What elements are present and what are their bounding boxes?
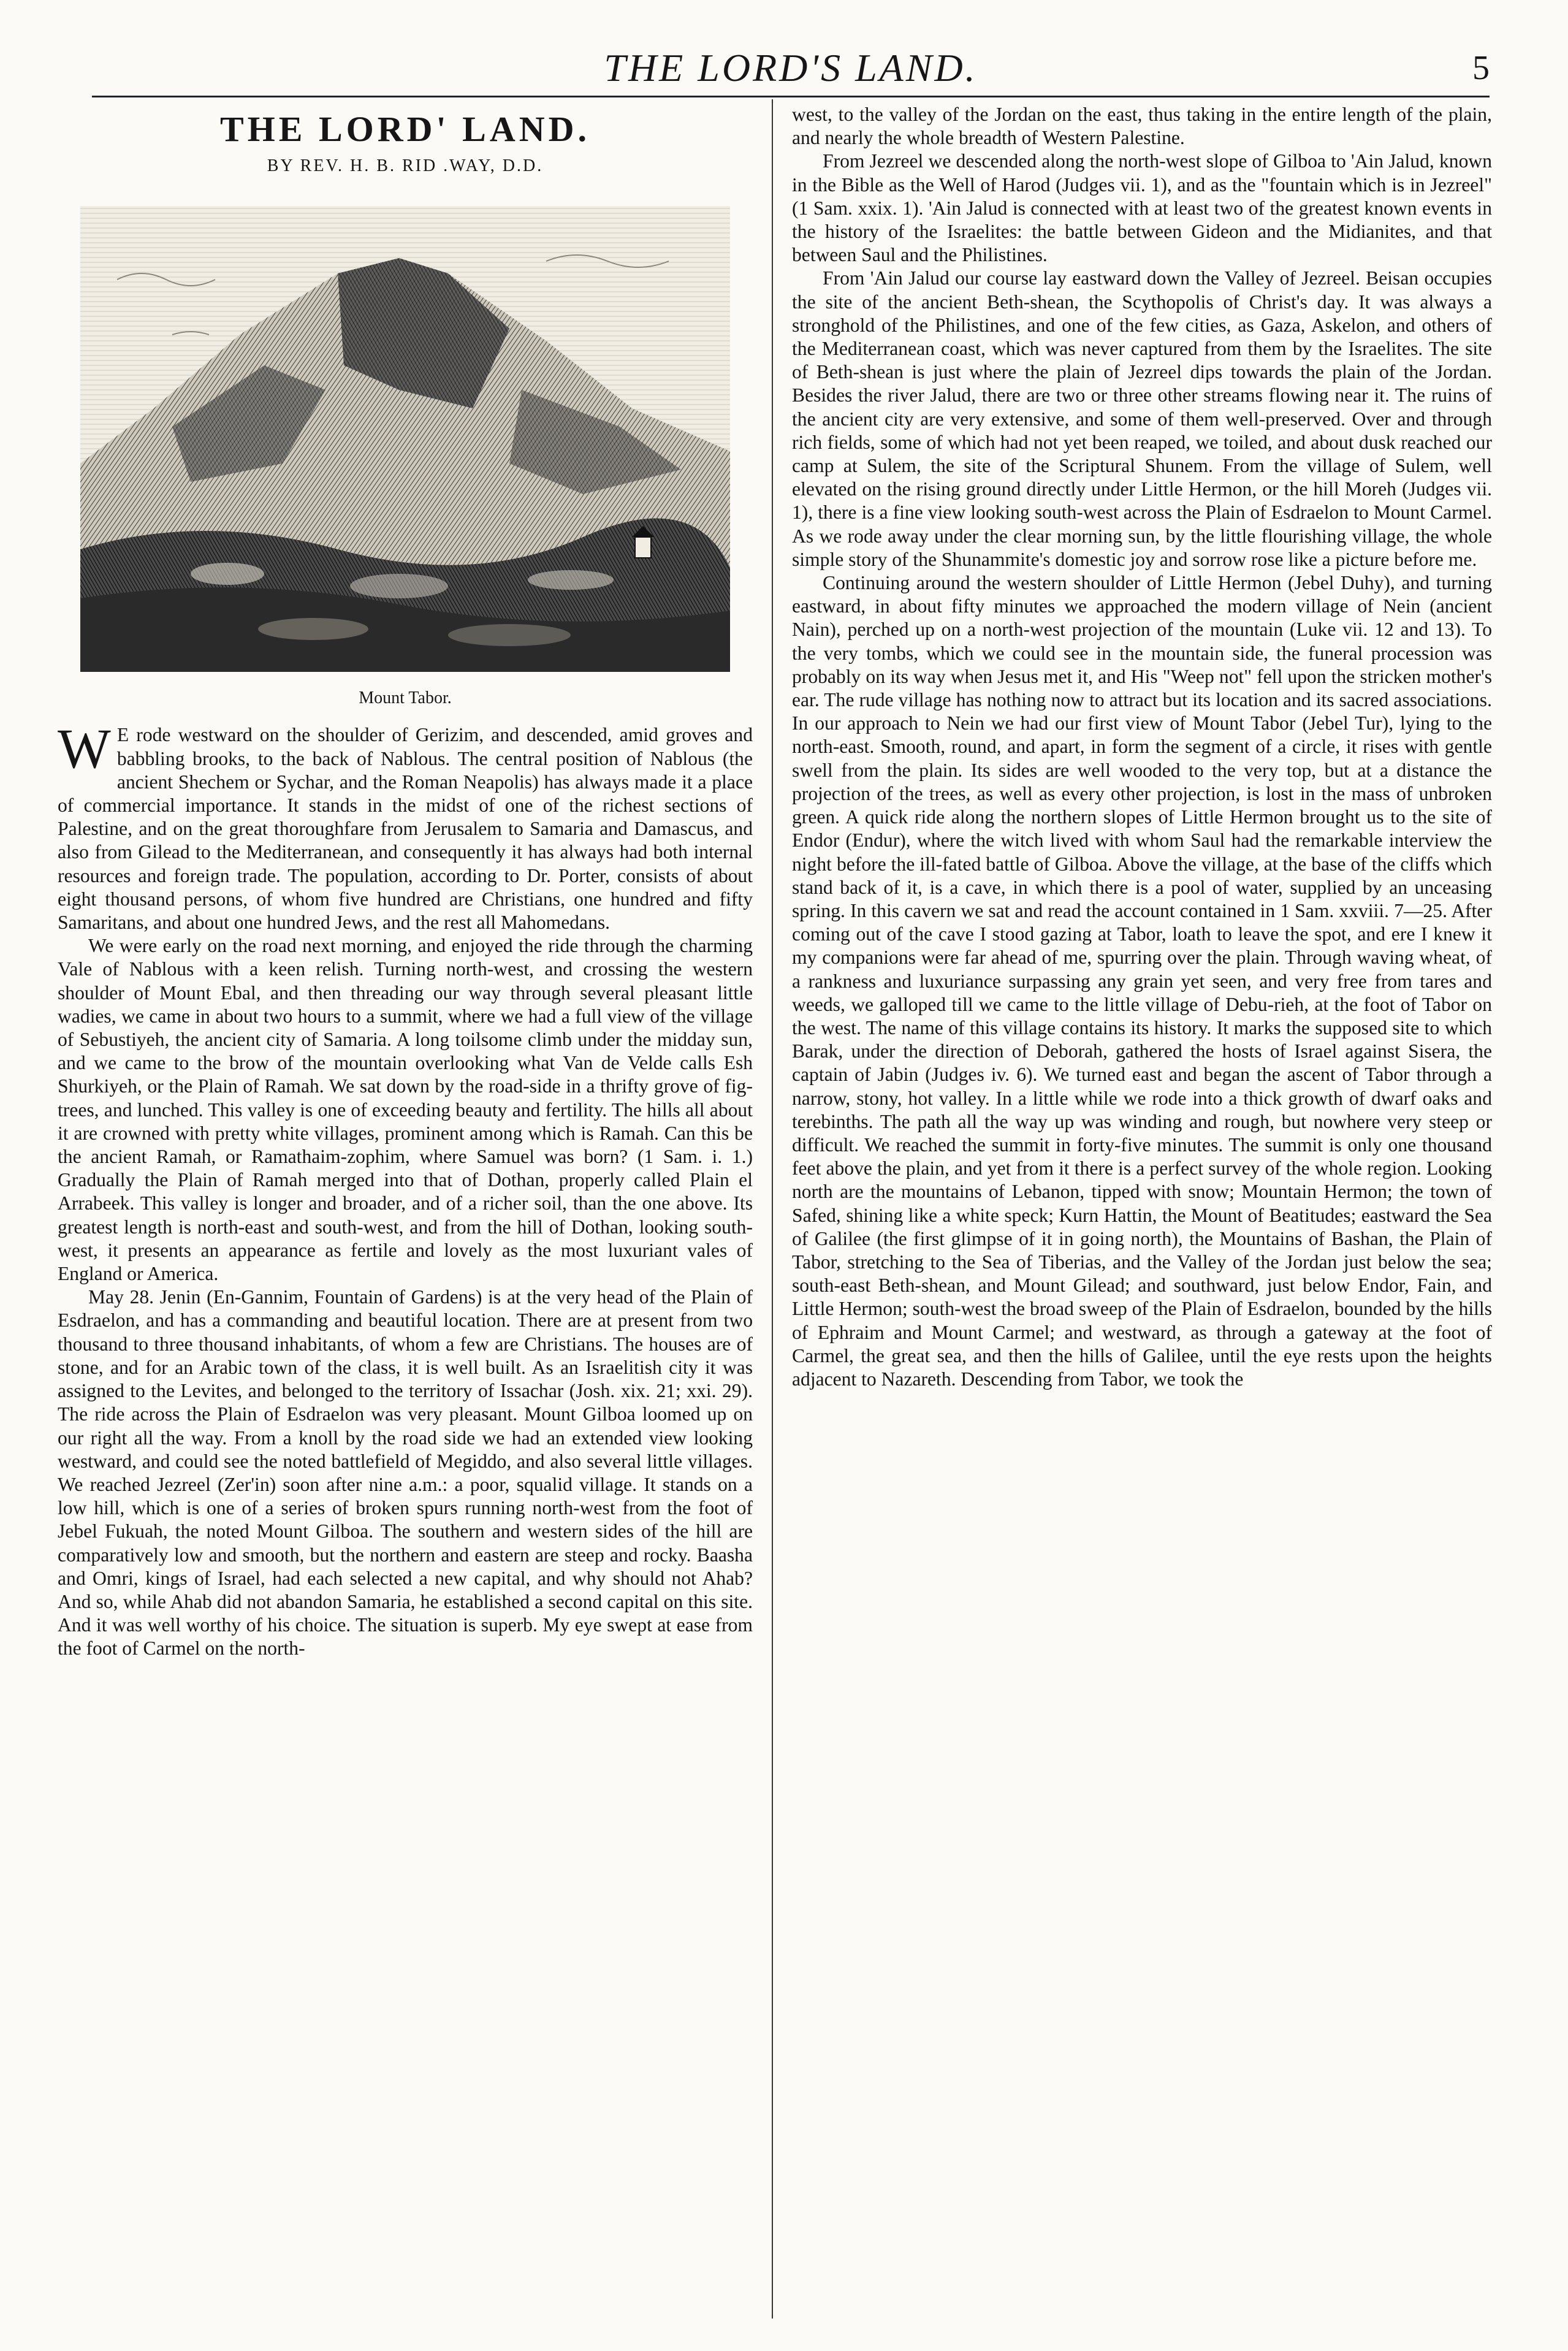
right-paragraph-4: Continuing around the western shoulder of Little Hermon (Jebel Duhy), and turning eastward, in about fifty minutes we approached the modern village of Nein (ancient Nain), perched up on a north-west projection of the mountain (Luke vii. 12 and 13). To the very tombs, which we could see in the mountain side, the funeral procession was probably on its way when Jesus met it, and His "Weep not" fell upon the stricken mother's ear. The rude village has nothing now to attract but its location and its sacred associations. In our approach to Nein we had our first view of Mount Tabor (Jebel Tur), lying to the north-east. Smooth, round, and apart, in form the segment of a circle, it rises with gentle swell from the plain. Its sides are well wooded to the very top, but at a distance the projection of the trees, as well as every other projection, is lost in the mass of unbroken green. A quick ride along the northern slopes of Little Hermon brought us to the site of Endor (Endur), where the witch lived with whom Saul had the remarkable interview the night before the ill-fated battle of Gilboa. Above the village, at the base of the cliffs which stand back of it, is a cave, in which there is a pool of water, supplied by an unceasing spring. In this cavern we sat and read the account contained in 1 Sam. xxviii. 7—25. After coming out of the cave I stood gazing at Tabor, loath to leave the spot, and ere I knew it my companions were far ahead of me, spurring over the plain. Through waving wheat, of a rankness and luxuriance surpassing any grain yet seen, and very free from tares and weeds, we galloped till we came to the little village of Debu-rieh, at the foot of Tabor on the west. The name of this village contains its history. It marks the supposed site to which Barak, under the direction of Deborah, gathered the hosts of Israel against Sisera, the captain of Jabin (Judges iv. 6). We turned east and began the ascent of Tabor through a narrow, stony, hot valley. In a little while we rode into a thick growth of dwarf oaks and terebinths. The path all the way up was winding and rough, but nowhere very steep or difficult. We reached the summit in forty-five minutes. The summit is only one thousand feet above the plain, and yet from it there is a perfect survey of the whole region. Looking north are the mountains of Lebanon, tipped with snow; Mountain Hermon; the town of Safed, shining like a white speck; Kurn Hattin, the Mount of Beatitudes; eastward the Sea of Galilee (the first glimpse of it in going north), the Mountains of Bashan, the Plain of Tabor, stretching to the Sea of Tiberias, and the Valley of the Jordan just below the sea; south-east Beth-shean, and Mount Gilead; and southward, just below Endor, Fain, and Little Hermon; south-west the broad sweep of the Plain of Esdraelon, bounded by the hills of Ephraim and Mount Carmel; and westward, as through a gateway at the foot of Carmel, the great sea, and then the hills of Galilee, until the eye rests upon the heights adjacent to Nazareth. Descending from Tabor, we took the [792, 572, 1492, 1390]
right-paragraph-2: From Jezreel we descended along the north-west slope of Gilboa to 'Ain Jalud, known in the Bible as the Well of Harod (Judges vii. 1), and as the "fountain which is in Jezreel" (1 Sam. xxix. 1). 'Ain Jalud is connected with at least two of the greatest known events in the history of the Israelites: the battle between Gideon and the Midianites, and that between Saul and the Philistines. [792, 150, 1492, 266]
left-paragraph-3: May 28. Jenin (En-Gannim, Fountain of Gardens) is at the very head of the Plain of Esdraelon, and has a commanding and beautiful location. There are at present from two thousand to three thousand inhabitants, of whom a few are Christians. The houses are of stone, and for an Arabic town of the class, it is well built. As an Israelitish city it was assigned to the Levites, and belonged to the territory of Issachar (Josh. xix. 21; xxi. 29). The ride across the Plain of Esdraelon was very pleasant. Mount Gilboa loomed up on our right all the way. From a knoll by the road side we had an extended view looking westward, and could see the noted battlefield of Megiddo, and also several little villages. We reached Jezreel (Zer'in) soon after nine a.m.: a poor, squalid village. It stands on a low hill, which is one of a series of broken spurs running north-west from the foot of Jebel Fukuah, the noted Mount Gilboa. The southern and western sides of the hill are comparatively low and smooth, but the northern and eastern are steep and rocky. Baasha and Omri, kings of Israel, had each selected a new capital, and why should not Ahab? And so, while Ahab did not abandon Samaria, he established a second capital on this site. And it was well worthy of his choice. The situation is superb. My eye swept at ease from the foot of Carmel on the north- [58, 1286, 753, 1659]
left-paragraph-2: We were early on the road next morning, and enjoyed the ride through the charming Vale of Nablous with a keen relish. Turning north-west, and crossing the western shoulder of Mount Ebal, and then threading our way through several pleasant little wadies, we came in about two hours to a summit, where we had a full view of the village of Sebustiyeh, the ancient city of Samaria. A long toilsome climb under the midday sun, and we came to the brow of the mountain overlooking what Van de Velde calls Esh Shurkiyeh, or the Plain of Ramah. We sat down by the road-side in a thrifty grove of fig-trees, and lunched. This valley is one of exceeding beauty and fertility. The hills all about it are crowned with pretty white villages, prominent among which is Ramah. Can this be the ancient Ramah, or Ramathaim-zophim, where Samuel was born? (1 Sam. i. 1.) Gradually the Plain of Ramah merged into that of Dothan, properly called Plain el Arrabeek. This valley is longer and broader, and of a richer soil, than the one above. Its greatest length is north-east and south-west, and from the hill of Dothan, looking south-west, it presents an appearance as fertile and lovely as the most luxuriant vales of England or America. [58, 935, 753, 1285]
byline: BY REV. H. B. RID .WAY, D.D. [267, 156, 544, 175]
left-paragraph-1 [58, 717, 753, 934]
page-number: 5 [1472, 49, 1490, 87]
engraving-illustration [80, 206, 730, 672]
figure-caption: Mount Tabor. [359, 688, 452, 708]
column-divider [772, 99, 773, 2319]
running-title: THE LORD'S LAND. [604, 46, 978, 90]
mount-tabor-engraving [80, 206, 730, 672]
article-title: THE LORD' LAND. [219, 109, 590, 149]
left-paragraph-1-text: E rode westward on the shoulder of Gerizim, and descended, amid groves and babbling brooks, to the back of Nablous. The central position of Nablous (the ancient Shechem or Sychar, and the Roman Neapolis) has always made it a place of commercial importance. It stands in the midst of one of the richest sections of Palestine, and on the great thoroughfare from Jerusalem to Samaria and Damascus, and also from Gilead to the Mediterranean, and consequently it has always had both internal resources and foreign trade. The population, according to Dr. Porter, consists of about eight thousand persons, of whom five hundred are Christians, one hundred and fifty Samaritans, and about one hundred Jews, and the rest all Mahomedans. [58, 724, 753, 934]
left-column [58, 103, 753, 2310]
running-head [92, 40, 1490, 97]
right-paragraph-1: west, to the valley of the Jordan on the east, thus taking in the entire length of the plain, and nearly the whole breadth of Western Palestine. [792, 104, 1492, 149]
right-column [792, 103, 1492, 2310]
drop-cap: W [58, 717, 111, 780]
right-paragraph-3: From 'Ain Jalud our course lay eastward down the Valley of Jezreel. Beisan occupies the site of the ancient Beth-shean, the Scythopolis of Christ's day. It was always a stronghold of the Philistines, and one of the few cities, as Gaza, Askelon, and others of the Mediterranean coast, which was never captured from them by the Israelites. The site of Beth-shean is just where the plain of Jezreel dips towards the plain of the Jordan. Besides the river Jalud, there are two or three other streams flowing near it. The ruins of the ancient city are very extensive, and some of them well-preserved. Over and through rich fields, some of which had not yet been reaped, we toiled, and about dusk reached our camp at Sulem, the site of the Scriptural Shunem. From the village of Sulem, well elevated on the rising ground directly under Little Hermon, or the hill Moreh (Judges vii. 1), there is a fine view looking south-west across the Plain of Esdraelon to Mount Carmel. As we rode away under the clear morning sun, by the little flourishing village, the whole simple story of the Shunammite's domestic joy and sorrow rose like a picture before me. [792, 267, 1492, 570]
